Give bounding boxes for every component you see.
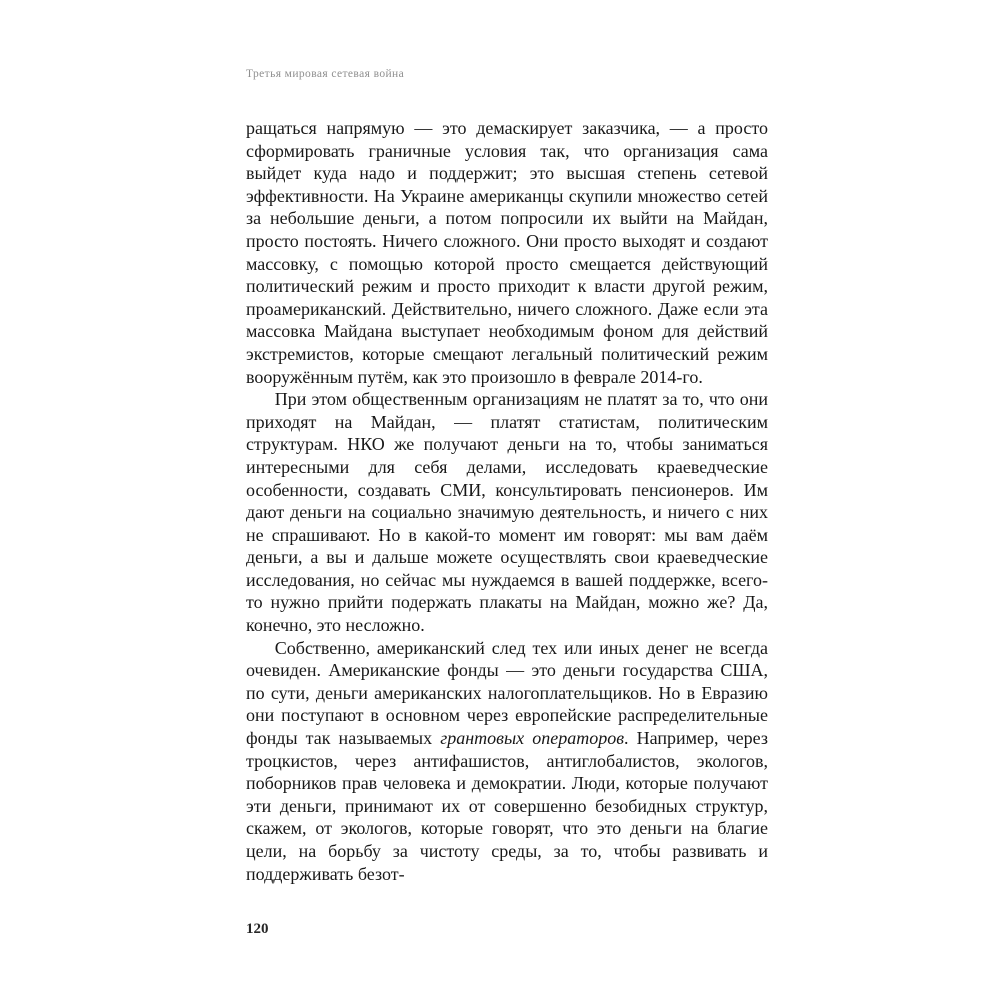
text-segment: При этом общественным организациям не платят за то, что они приходят на Майдан, — платят статистам, политическим структурам. НКО же получают деньги на то, чтобы заниматься интересными для себя делами, исследовать краеведческие особенности, создавать СМИ, консультировать пенсионеров. Им дают деньги на социально значимую деятельность, и ничего с них не спрашивают. Но в какой-то момент им говорят: мы вам даём деньги, а вы и дальше можете осуществлять свои краеведческие исследования, но сейчас мы нуждаемся в вашей поддержке, всего-то нужно прийти подержать плакаты на Майдан, можно же? Да, конечно, это несложно. — [246, 389, 768, 636]
paragraph — [246, 117, 768, 388]
paragraph — [246, 637, 768, 886]
text-block — [246, 117, 768, 885]
paragraph — [246, 388, 768, 637]
text-segment: ращаться напрямую — это демаскирует заказчика, — а просто сформировать граничные условия так, что организация сама выйдет куда надо и поддержит; это высшая степень сетевой эффективности. На Украине американцы скупили множество сетей за небольшие деньги, а потом попросили их выйти на Майдан, просто постоять. Ничего сложного. Они просто выходят и создают массовку, с помощью которой просто смещается действующий политический режим и просто приходит к власти другой режим, проамериканский. Действительно, ничего сложного. Даже если эта массовка Майдана выступает необходимым фоном для действий экстремистов, которые смещают легальный политический режим вооружённым путём, как это произошло в феврале 2014-го. — [246, 118, 768, 387]
running-header: Третья мировая сетевая война — [246, 68, 405, 80]
text-segment: Собственно, американский след тех или иных денег не всегда очевиден. Американские фонды — это деньги государства США, по сути, деньги американских налогоплательщиков. Но в Евразию они поступают в основном через европейские распределительные фонды так называемых — [246, 637, 768, 749]
text-segment: . Например, через троцкистов, через антифашистов, антиглобалистов, экологов, поборников прав человека и демократии. Люди, которые получают эти деньги, принимают их от совершенно безобидных структур, скажем, от экологов, которые говорят, что это деньги на благие цели, на борьбу за чистоту среды, за то, чтобы развивать и поддерживать безот- — [246, 728, 768, 884]
text-segment-italic: грантовых операторов — [440, 728, 625, 749]
page-number: 120 — [246, 921, 269, 937]
